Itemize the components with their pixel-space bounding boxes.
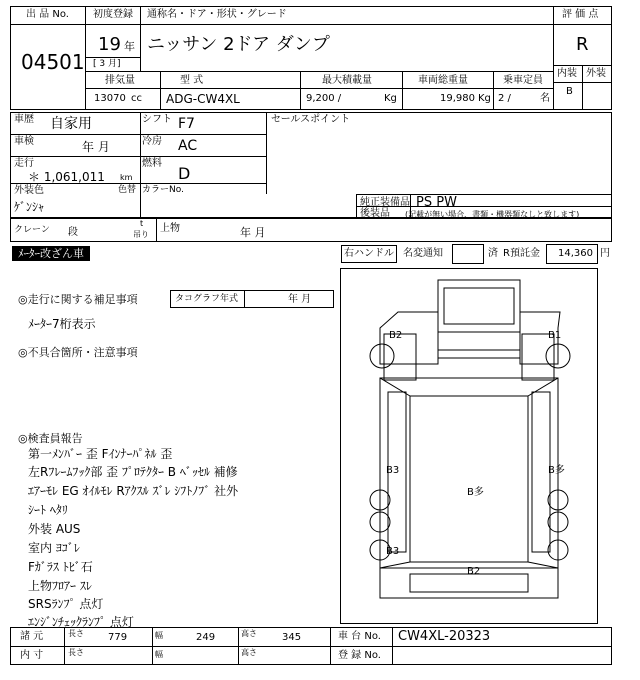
divider — [402, 71, 403, 110]
tacho-value: 年 月 — [288, 294, 312, 305]
sales-point-label: セールスポイント — [271, 114, 351, 125]
driving-note: ﾒｰﾀｰ7桁表示 — [28, 317, 96, 331]
model-label: 型 式 — [180, 75, 204, 86]
aftermarket-label: 後装品 — [360, 208, 390, 219]
inspector-line: 室内 ﾖｺﾞﾚ — [28, 541, 80, 555]
load-label: 最大積載量 — [322, 75, 372, 86]
length-label: 長さ — [68, 629, 84, 638]
inspector-line: ｴﾝｼﾞﾝﾁｪｯｸﾗﾝﾌﾟ 点灯 — [28, 615, 134, 629]
details-frame — [10, 112, 612, 218]
divider — [85, 6, 86, 110]
driving-notes-heading: ◎走行に関する補足事項 — [18, 293, 138, 306]
equipment-value: PS PW — [416, 195, 457, 210]
inspector-line: Fｶﾞﾗｽ ﾄﾋﾞ石 — [28, 560, 93, 574]
bed-outline — [380, 378, 558, 568]
mileage-value: ＊ 1,061,011 — [28, 170, 105, 184]
divider — [156, 218, 157, 242]
ac-label: 冷房 — [142, 136, 162, 147]
crane-row — [10, 218, 612, 242]
mark-rear-center: B2 — [467, 566, 481, 577]
mark-bed-center: B多 — [467, 487, 484, 498]
divider — [85, 88, 553, 89]
vehicle-name: ニッサン 2ドア ダンプ — [147, 34, 330, 55]
divider — [238, 627, 239, 665]
divider — [330, 627, 331, 665]
steering-value: 右ハンドル — [344, 248, 394, 259]
dims-label: 諸 元 — [20, 631, 44, 642]
inspector-line: 左Rﾌﾚｰﾑﾌｯｸ部 歪 ﾌﾟﾛﾃｸﾀｰ B ﾍﾞｯｾﾙ 補修 — [28, 465, 238, 479]
crane-ton-bottom: 吊り — [133, 230, 149, 239]
windshield — [438, 332, 520, 358]
cab-roof-inner — [444, 288, 514, 324]
gross-value: 19,980 — [440, 93, 475, 104]
reg-month: [ 3 月] — [93, 59, 121, 69]
capacity-label: 乗車定員 — [503, 75, 543, 86]
ownership-label: 名変通知 — [403, 248, 443, 259]
inspector-line: SRSﾗﾝﾌﾟ 点灯 — [28, 597, 104, 611]
recycle-unit: 円 — [600, 248, 610, 259]
inspector-line: 上物ﾌﾛｱｰ ｽﾚ — [28, 579, 92, 593]
first-reg-label: 初度登録 — [93, 9, 133, 20]
load-value: 9,200 / — [306, 93, 342, 104]
fuel-label: 燃料 — [142, 158, 162, 169]
cab-roof-outline — [438, 280, 520, 350]
defect-heading: ◎不具合箇所・注意事項 — [18, 346, 138, 359]
body-label: 上物 — [160, 223, 180, 234]
mark-right-upper: B多 — [548, 465, 565, 476]
height-value: 345 — [282, 632, 302, 643]
inspector-line: ｴｱｰﾓﾚ EG ｵｲﾙﾓﾚ Rｱｸｽﾙ ｽﾞﾚ ｼﾌﾄﾉﾌﾞ 社外 — [28, 484, 239, 498]
cc-label: 排気量 — [105, 75, 135, 86]
inspector-line: 外装 AUS — [28, 522, 81, 536]
length-value: 779 — [108, 632, 128, 643]
equipment-label: 純正装備品 — [360, 197, 410, 208]
load-unit: Kg — [384, 93, 397, 104]
ac-value: AC — [178, 138, 198, 154]
cc-unit: cc — [131, 93, 142, 104]
divider — [244, 290, 245, 308]
recycle-prefix: 済 — [488, 248, 498, 259]
crane-ton-top: t — [140, 219, 144, 228]
lot-label: 出 品 No. — [26, 9, 69, 20]
shift-value: F7 — [178, 116, 195, 132]
color-code-label: カラーNo. — [142, 185, 184, 195]
inner-dims-label: 内 寸 — [20, 650, 44, 661]
bed-floor — [410, 396, 528, 562]
cc-value: 13070 — [94, 93, 126, 104]
inspection-value: 年 月 — [82, 140, 110, 154]
lot-number: 04501 — [21, 50, 85, 74]
divider — [140, 6, 141, 71]
width-label: 幅 — [155, 631, 163, 640]
aftermarket-note: (記載が無い場合、書類・機器類なしと致します) — [405, 210, 580, 219]
mileage-unit: km — [120, 173, 133, 182]
recycle-value: 14,360 — [558, 248, 593, 259]
divider — [152, 627, 153, 665]
divider — [493, 71, 494, 110]
history-label: 車歴 — [14, 114, 34, 125]
color-label: 外装色 — [14, 185, 44, 196]
mark-left-upper: B3 — [386, 465, 400, 476]
odometer-tampered-tag: ﾒｰﾀｰ改ざん車 — [12, 246, 90, 261]
registration-label: 登 録 No. — [338, 650, 381, 661]
inspector-line: 第一ﾒﾝﾊﾞｰ 歪 Fｲﾝﾅｰﾊﾟﾈﾙ 歪 — [28, 447, 173, 461]
shift-label: シフト — [142, 114, 172, 125]
inspector-line: ｼｰﾄ ﾍﾀﾘ — [28, 503, 68, 517]
fuel-value: D — [178, 164, 191, 183]
reg-year-unit: 年 — [124, 40, 135, 53]
divider — [160, 71, 161, 110]
color-change-label: 色替 — [118, 185, 137, 195]
capacity-unit: 名 — [540, 93, 550, 104]
history-value: 自家用 — [50, 116, 92, 132]
gross-label: 車両総重量 — [418, 75, 468, 86]
chassis-value: CW4XL-20323 — [398, 629, 491, 644]
ownership-checkbox — [452, 244, 484, 264]
capacity-value: 2 / — [498, 93, 511, 104]
divider — [64, 627, 65, 665]
crane-stage: 段 — [68, 227, 78, 238]
divider — [85, 57, 140, 58]
reg-year: 19 — [98, 34, 121, 55]
interior-grade-label: 内装 — [557, 68, 577, 79]
body-date: 年 月 — [240, 226, 266, 239]
model-value: ADG-CW4XL — [166, 92, 240, 106]
name-label: 通称名・ドア・形状・グレード — [147, 9, 287, 20]
divider — [10, 156, 266, 157]
tacho-label: タコグラフ年式 — [175, 294, 239, 304]
height-label: 高さ — [241, 629, 257, 638]
inner-height-label: 高さ — [241, 648, 257, 657]
exterior-grade-label: 外装 — [586, 68, 606, 79]
divider — [300, 71, 301, 110]
divider — [10, 646, 612, 647]
divider — [85, 71, 553, 72]
width-value: 249 — [196, 632, 216, 643]
divider — [10, 24, 612, 25]
mark-front-right: B1 — [548, 330, 562, 341]
divider — [10, 134, 266, 135]
divider — [140, 112, 141, 218]
chassis-label: 車 台 No. — [338, 631, 381, 642]
recycle-label: R預託金 — [503, 248, 540, 259]
overall-grade: R — [576, 34, 589, 55]
inspection-label: 車検 — [14, 136, 34, 147]
divider — [392, 627, 393, 665]
crane-label: クレーン — [14, 225, 50, 235]
mileage-label: 走行 — [14, 158, 34, 169]
divider — [553, 6, 554, 110]
inner-width-label: 幅 — [155, 650, 163, 659]
inspector-heading: ◎検査員報告 — [18, 432, 83, 445]
divider — [582, 65, 583, 110]
divider — [356, 194, 612, 195]
interior-grade: B — [566, 86, 573, 97]
divider — [266, 112, 267, 194]
mark-front-left: B2 — [389, 330, 403, 341]
color-value: ｹﾞﾝｼｬ — [14, 200, 45, 214]
grade-label: 評 価 点 — [562, 9, 599, 20]
mark-left-lower: B3 — [386, 546, 400, 557]
inner-length-label: 長さ — [68, 648, 84, 657]
gross-unit: Kg — [478, 93, 491, 104]
